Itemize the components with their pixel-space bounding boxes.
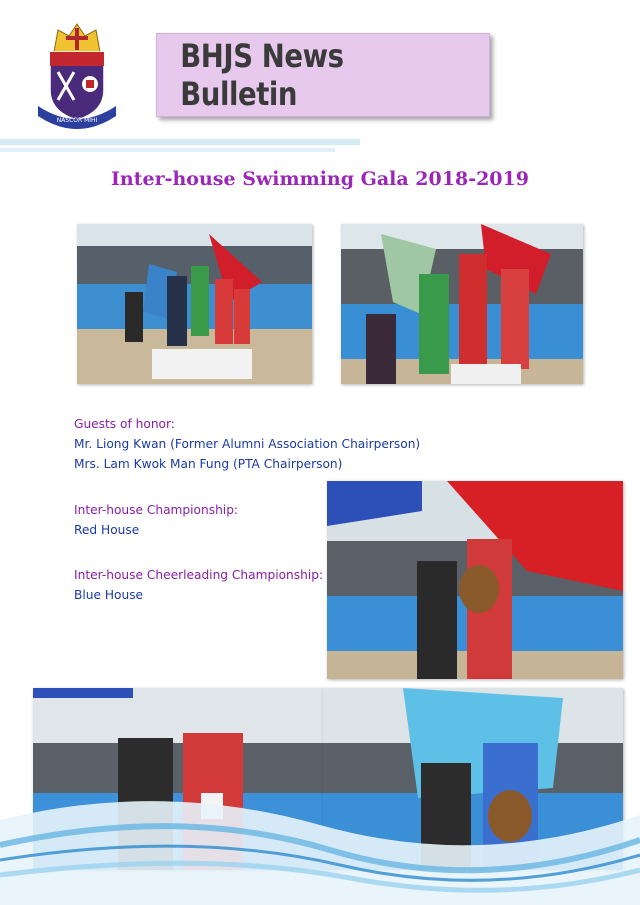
cheerleading-value: Blue House <box>74 588 144 602</box>
cheerleading-section <box>74 565 323 605</box>
championship-section <box>74 500 238 540</box>
wave-decoration-icon <box>0 760 640 905</box>
guests-section <box>74 414 420 474</box>
photo-red-house-shield <box>327 481 623 679</box>
school-crest-icon <box>36 22 118 130</box>
divider <box>0 139 360 145</box>
bulletin-title: BHJS News Bulletin <box>180 37 344 113</box>
cheerleading-label: Inter-house Cheerleading Championship: <box>74 568 324 582</box>
photo-podium-winners <box>77 224 312 384</box>
guest-2: Mrs. Lam Kwok Man Fung (PTA Chairperson) <box>74 457 343 471</box>
championship-value: Red House <box>74 523 140 537</box>
guests-label: Guests of honor: <box>74 417 175 431</box>
bulletin-title-box <box>156 33 490 117</box>
crest-motto: NASCOR MIHI <box>56 117 98 124</box>
divider <box>0 148 335 152</box>
photo-podium-champions <box>341 224 583 384</box>
guest-1: Mr. Liong Kwan (Former Alumni Association Chairperson) <box>74 437 421 451</box>
championship-label: Inter-house Championship: <box>74 503 239 517</box>
page-heading: Inter-house Swimming Gala 2018-2019 <box>111 168 529 190</box>
